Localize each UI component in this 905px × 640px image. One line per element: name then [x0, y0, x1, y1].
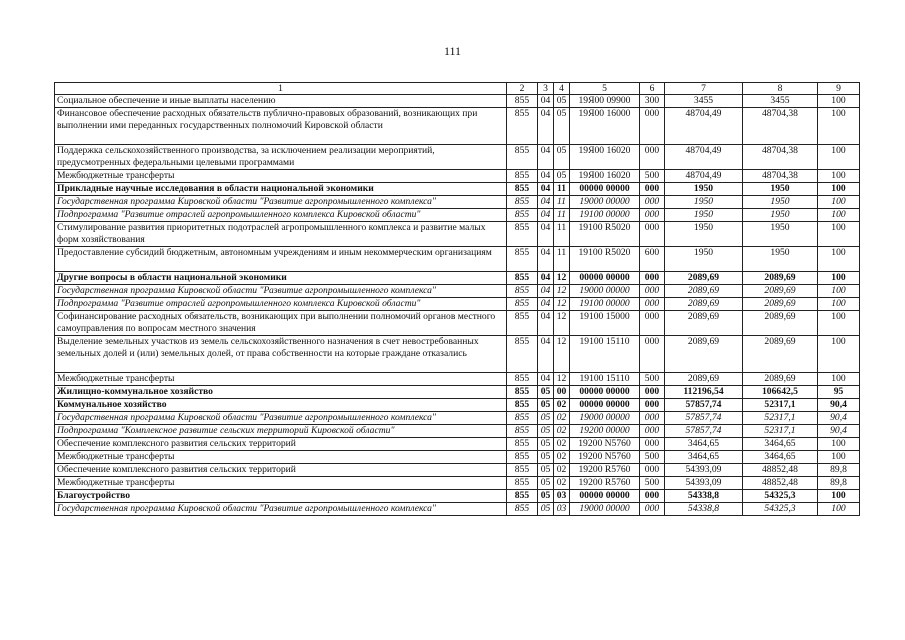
- cell-subsection: 11: [554, 209, 570, 222]
- cell-planned: 48704,49: [665, 170, 743, 183]
- cell-expense-type: 300: [640, 95, 665, 108]
- cell-name: Подпрограмма "Комплексное развитие сельских территорий Кировской области": [55, 425, 507, 438]
- cell-target-article: 00000 00000: [570, 183, 640, 196]
- cell-name: Софинансирование расходных обязательств, возникающих при выполнении полномочий органов местного самоуправления по вопросам местного значения: [55, 311, 507, 336]
- cell-percent: 100: [818, 438, 860, 451]
- cell-name: Финансовое обеспечение расходных обязательств публично-правовых образований, возникающих при выполнении ими переданных государственных полномочий Кировской области: [55, 108, 507, 145]
- cell-percent: 100: [818, 272, 860, 285]
- cell-subsection: 12: [554, 272, 570, 285]
- table-row: [55, 464, 860, 477]
- column-header: 9: [818, 83, 860, 95]
- table-row: [55, 412, 860, 425]
- cell-planned: 57857,74: [665, 399, 743, 412]
- column-header: 4: [554, 83, 570, 95]
- cell-admin-code: 855: [507, 425, 538, 438]
- cell-target-article: 19200 R5760: [570, 464, 640, 477]
- cell-section: 05: [538, 438, 554, 451]
- cell-executed: 2089,69: [743, 373, 818, 386]
- column-header: 8: [743, 83, 818, 95]
- cell-name: Прикладные научные исследования в области национальной экономики: [55, 183, 507, 196]
- cell-section: 05: [538, 399, 554, 412]
- cell-subsection: 02: [554, 425, 570, 438]
- cell-admin-code: 855: [507, 311, 538, 336]
- table-row: [55, 386, 860, 399]
- budget-table: [54, 82, 860, 516]
- cell-executed: 48704,38: [743, 108, 818, 145]
- cell-executed: 48852,48: [743, 477, 818, 490]
- cell-expense-type: 000: [640, 196, 665, 209]
- cell-admin-code: 855: [507, 108, 538, 145]
- cell-executed: 2089,69: [743, 336, 818, 373]
- cell-admin-code: 855: [507, 412, 538, 425]
- cell-subsection: 05: [554, 170, 570, 183]
- cell-planned: 2089,69: [665, 311, 743, 336]
- cell-expense-type: 000: [640, 399, 665, 412]
- cell-executed: 1950: [743, 183, 818, 196]
- cell-subsection: 03: [554, 503, 570, 516]
- cell-section: 04: [538, 145, 554, 170]
- cell-target-article: 19Я00 16020: [570, 170, 640, 183]
- cell-subsection: 02: [554, 412, 570, 425]
- table-row: [55, 170, 860, 183]
- cell-admin-code: 855: [507, 464, 538, 477]
- cell-subsection: 12: [554, 298, 570, 311]
- cell-planned: 3455: [665, 95, 743, 108]
- cell-subsection: 11: [554, 196, 570, 209]
- cell-planned: 2089,69: [665, 285, 743, 298]
- cell-admin-code: 855: [507, 386, 538, 399]
- cell-admin-code: 855: [507, 399, 538, 412]
- cell-target-article: 19000 00000: [570, 196, 640, 209]
- cell-target-article: 19000 00000: [570, 412, 640, 425]
- cell-planned: 1950: [665, 247, 743, 272]
- cell-planned: 1950: [665, 222, 743, 247]
- cell-expense-type: 000: [640, 272, 665, 285]
- cell-target-article: 19000 00000: [570, 285, 640, 298]
- table-row: [55, 298, 860, 311]
- cell-section: 05: [538, 451, 554, 464]
- cell-planned: 54338,8: [665, 490, 743, 503]
- cell-executed: 48852,48: [743, 464, 818, 477]
- table-body: [55, 83, 860, 516]
- cell-executed: 3455: [743, 95, 818, 108]
- cell-name: Подпрограмма "Развитие отраслей агропромышленного комплекса Кировской области": [55, 298, 507, 311]
- cell-name: Другие вопросы в области национальной экономики: [55, 272, 507, 285]
- cell-target-article: 19000 00000: [570, 503, 640, 516]
- cell-percent: 100: [818, 311, 860, 336]
- cell-subsection: 05: [554, 95, 570, 108]
- table-row: [55, 285, 860, 298]
- cell-executed: 106642,5: [743, 386, 818, 399]
- cell-name: Подпрограмма "Развитие отраслей агропромышленного комплекса Кировской области": [55, 209, 507, 222]
- table-row: [55, 247, 860, 272]
- cell-planned: 54338,8: [665, 503, 743, 516]
- cell-expense-type: 000: [640, 183, 665, 196]
- page-number: 111: [443, 44, 462, 58]
- cell-planned: 1950: [665, 183, 743, 196]
- cell-name: Межбюджетные трансферты: [55, 451, 507, 464]
- cell-section: 04: [538, 336, 554, 373]
- cell-planned: 1950: [665, 209, 743, 222]
- cell-target-article: 19100 R5020: [570, 222, 640, 247]
- cell-admin-code: 855: [507, 209, 538, 222]
- cell-section: 05: [538, 477, 554, 490]
- cell-executed: 2089,69: [743, 285, 818, 298]
- cell-admin-code: 855: [507, 145, 538, 170]
- cell-percent: 100: [818, 247, 860, 272]
- cell-admin-code: 855: [507, 285, 538, 298]
- cell-executed: 52317,1: [743, 425, 818, 438]
- cell-percent: 95: [818, 386, 860, 399]
- column-header: 7: [665, 83, 743, 95]
- cell-target-article: 00000 00000: [570, 386, 640, 399]
- cell-admin-code: 855: [507, 247, 538, 272]
- cell-subsection: 05: [554, 108, 570, 145]
- cell-section: 04: [538, 285, 554, 298]
- cell-expense-type: 000: [640, 311, 665, 336]
- cell-percent: 100: [818, 196, 860, 209]
- cell-executed: 2089,69: [743, 298, 818, 311]
- cell-admin-code: 855: [507, 196, 538, 209]
- table-row: [55, 272, 860, 285]
- table-row: [55, 425, 860, 438]
- cell-subsection: 02: [554, 451, 570, 464]
- cell-planned: 48704,49: [665, 145, 743, 170]
- cell-name: Государственная программа Кировской области "Развитие агропромышленного комплекса": [55, 412, 507, 425]
- cell-subsection: 12: [554, 373, 570, 386]
- cell-percent: 100: [818, 298, 860, 311]
- column-header: 6: [640, 83, 665, 95]
- cell-target-article: 19100 00000: [570, 209, 640, 222]
- cell-expense-type: 000: [640, 464, 665, 477]
- cell-name: Выделение земельных участков из земель сельскохозяйственного назначения в счет невостребованных земельных долей и (или) земельных долей, от права собственности на которые граждане отказались: [55, 336, 507, 373]
- cell-percent: 100: [818, 336, 860, 373]
- table-row: [55, 196, 860, 209]
- cell-section: 04: [538, 222, 554, 247]
- cell-target-article: 19200 00000: [570, 425, 640, 438]
- cell-name: Межбюджетные трансферты: [55, 170, 507, 183]
- cell-executed: 1950: [743, 196, 818, 209]
- cell-section: 04: [538, 298, 554, 311]
- table-row: [55, 399, 860, 412]
- cell-name: Государственная программа Кировской области "Развитие агропромышленного комплекса": [55, 503, 507, 516]
- cell-admin-code: 855: [507, 451, 538, 464]
- cell-expense-type: 500: [640, 373, 665, 386]
- table-row: [55, 490, 860, 503]
- cell-name: Предоставление субсидий бюджетным, автономным учреждениям и иным некоммерческим организациям: [55, 247, 507, 272]
- table-row: [55, 336, 860, 373]
- table-row: [55, 222, 860, 247]
- cell-expense-type: 000: [640, 209, 665, 222]
- table-row: [55, 451, 860, 464]
- cell-executed: 3464,65: [743, 451, 818, 464]
- cell-target-article: 19100 R5020: [570, 247, 640, 272]
- cell-expense-type: 000: [640, 438, 665, 451]
- cell-planned: 2089,69: [665, 272, 743, 285]
- cell-executed: 2089,69: [743, 272, 818, 285]
- cell-target-article: 19200 N5760: [570, 438, 640, 451]
- cell-executed: 1950: [743, 209, 818, 222]
- cell-planned: 57857,74: [665, 425, 743, 438]
- cell-expense-type: 000: [640, 503, 665, 516]
- cell-admin-code: 855: [507, 95, 538, 108]
- cell-subsection: 02: [554, 477, 570, 490]
- cell-subsection: 11: [554, 183, 570, 196]
- cell-section: 04: [538, 95, 554, 108]
- table-row: [55, 95, 860, 108]
- cell-section: 05: [538, 464, 554, 477]
- cell-planned: 3464,65: [665, 451, 743, 464]
- cell-name: Межбюджетные трансферты: [55, 477, 507, 490]
- cell-admin-code: 855: [507, 477, 538, 490]
- cell-section: 04: [538, 373, 554, 386]
- cell-percent: 100: [818, 95, 860, 108]
- cell-planned: 2089,69: [665, 336, 743, 373]
- cell-expense-type: 000: [640, 298, 665, 311]
- table-row: [55, 108, 860, 145]
- cell-executed: 2089,69: [743, 311, 818, 336]
- column-header: 2: [507, 83, 538, 95]
- cell-subsection: 03: [554, 490, 570, 503]
- cell-subsection: 12: [554, 285, 570, 298]
- cell-name: Обеспечение комплексного развития сельских территорий: [55, 464, 507, 477]
- cell-section: 04: [538, 311, 554, 336]
- cell-admin-code: 855: [507, 336, 538, 373]
- cell-section: 04: [538, 272, 554, 285]
- cell-percent: 100: [818, 451, 860, 464]
- cell-admin-code: 855: [507, 438, 538, 451]
- cell-subsection: 12: [554, 336, 570, 373]
- cell-name: Стимулирование развития приоритетных подотраслей агропромышленного комплекса и развитие малых форм хозяйствования: [55, 222, 507, 247]
- cell-admin-code: 855: [507, 183, 538, 196]
- cell-section: 04: [538, 247, 554, 272]
- cell-percent: 100: [818, 490, 860, 503]
- cell-expense-type: 000: [640, 386, 665, 399]
- table-row: [55, 311, 860, 336]
- cell-name: Государственная программа Кировской области "Развитие агропромышленного комплекса": [55, 285, 507, 298]
- cell-planned: 112196,54: [665, 386, 743, 399]
- cell-percent: 100: [818, 503, 860, 516]
- column-header: 3: [538, 83, 554, 95]
- cell-name: Жилищно-коммунальное хозяйство: [55, 386, 507, 399]
- cell-expense-type: 500: [640, 477, 665, 490]
- cell-expense-type: 500: [640, 170, 665, 183]
- cell-percent: 89,8: [818, 464, 860, 477]
- cell-expense-type: 600: [640, 247, 665, 272]
- cell-subsection: 05: [554, 145, 570, 170]
- cell-expense-type: 500: [640, 451, 665, 464]
- cell-name: Коммунальное хозяйство: [55, 399, 507, 412]
- cell-percent: 90,4: [818, 425, 860, 438]
- cell-name: Государственная программа Кировской области "Развитие агропромышленного комплекса": [55, 196, 507, 209]
- cell-executed: 1950: [743, 222, 818, 247]
- cell-target-article: 19100 15110: [570, 373, 640, 386]
- cell-percent: 100: [818, 222, 860, 247]
- cell-subsection: 12: [554, 311, 570, 336]
- cell-executed: 52317,1: [743, 399, 818, 412]
- cell-target-article: 19200 N5760: [570, 451, 640, 464]
- cell-admin-code: 855: [507, 490, 538, 503]
- cell-expense-type: 000: [640, 145, 665, 170]
- cell-subsection: 02: [554, 399, 570, 412]
- cell-target-article: 00000 00000: [570, 490, 640, 503]
- cell-executed: 3464,65: [743, 438, 818, 451]
- cell-target-article: 19200 R5760: [570, 477, 640, 490]
- cell-target-article: 00000 00000: [570, 399, 640, 412]
- cell-planned: 54393,09: [665, 477, 743, 490]
- cell-planned: 48704,49: [665, 108, 743, 145]
- cell-section: 04: [538, 209, 554, 222]
- cell-admin-code: 855: [507, 222, 538, 247]
- cell-planned: 2089,69: [665, 373, 743, 386]
- cell-admin-code: 855: [507, 298, 538, 311]
- cell-name: Обеспечение комплексного развития сельских территорий: [55, 438, 507, 451]
- cell-planned: 57857,74: [665, 412, 743, 425]
- cell-percent: 100: [818, 145, 860, 170]
- cell-admin-code: 855: [507, 373, 538, 386]
- cell-subsection: 11: [554, 247, 570, 272]
- cell-name: Благоустройство: [55, 490, 507, 503]
- table-row: [55, 503, 860, 516]
- cell-planned: 3464,65: [665, 438, 743, 451]
- cell-percent: 100: [818, 108, 860, 145]
- cell-percent: 100: [818, 285, 860, 298]
- cell-percent: 100: [818, 209, 860, 222]
- cell-expense-type: 000: [640, 285, 665, 298]
- cell-subsection: 02: [554, 438, 570, 451]
- cell-expense-type: 000: [640, 490, 665, 503]
- cell-section: 04: [538, 170, 554, 183]
- cell-section: 05: [538, 490, 554, 503]
- cell-section: 05: [538, 412, 554, 425]
- cell-expense-type: 000: [640, 336, 665, 373]
- cell-section: 05: [538, 503, 554, 516]
- cell-target-article: 19100 15000: [570, 311, 640, 336]
- cell-target-article: 19Я00 16020: [570, 145, 640, 170]
- cell-name: Поддержка сельскохозяйственного производства, за исключением реализации мероприятий, предусмотренных федеральными целевыми программами: [55, 145, 507, 170]
- cell-planned: 54393,09: [665, 464, 743, 477]
- cell-target-article: 19100 15110: [570, 336, 640, 373]
- cell-percent: 100: [818, 170, 860, 183]
- cell-subsection: 11: [554, 222, 570, 247]
- cell-section: 04: [538, 108, 554, 145]
- cell-planned: 2089,69: [665, 298, 743, 311]
- table-header-row: [55, 83, 860, 95]
- cell-executed: 48704,38: [743, 145, 818, 170]
- cell-executed: 52317,1: [743, 412, 818, 425]
- cell-percent: 89,8: [818, 477, 860, 490]
- cell-executed: 1950: [743, 247, 818, 272]
- cell-percent: 100: [818, 373, 860, 386]
- cell-expense-type: 000: [640, 412, 665, 425]
- cell-subsection: 02: [554, 464, 570, 477]
- table-row: [55, 438, 860, 451]
- cell-target-article: 00000 00000: [570, 272, 640, 285]
- cell-admin-code: 855: [507, 272, 538, 285]
- cell-section: 05: [538, 386, 554, 399]
- cell-name: Межбюджетные трансферты: [55, 373, 507, 386]
- column-header: 5: [570, 83, 640, 95]
- column-header: 1: [55, 83, 507, 95]
- cell-target-article: 19Я00 09900: [570, 95, 640, 108]
- cell-section: 04: [538, 183, 554, 196]
- cell-percent: 90,4: [818, 412, 860, 425]
- cell-section: 05: [538, 425, 554, 438]
- table-row: [55, 373, 860, 386]
- cell-percent: 100: [818, 183, 860, 196]
- table-row: [55, 209, 860, 222]
- cell-admin-code: 855: [507, 503, 538, 516]
- cell-percent: 90,4: [818, 399, 860, 412]
- cell-subsection: 00: [554, 386, 570, 399]
- cell-expense-type: 000: [640, 222, 665, 247]
- cell-name: Социальное обеспечение и иные выплаты населению: [55, 95, 507, 108]
- cell-expense-type: 000: [640, 108, 665, 145]
- cell-executed: 54325,3: [743, 503, 818, 516]
- table-row: [55, 183, 860, 196]
- cell-target-article: 19Я00 16000: [570, 108, 640, 145]
- table-row: [55, 477, 860, 490]
- cell-executed: 48704,38: [743, 170, 818, 183]
- cell-target-article: 19100 00000: [570, 298, 640, 311]
- cell-executed: 54325,3: [743, 490, 818, 503]
- cell-expense-type: 000: [640, 425, 665, 438]
- cell-admin-code: 855: [507, 170, 538, 183]
- table-row: [55, 145, 860, 170]
- cell-section: 04: [538, 196, 554, 209]
- cell-planned: 1950: [665, 196, 743, 209]
